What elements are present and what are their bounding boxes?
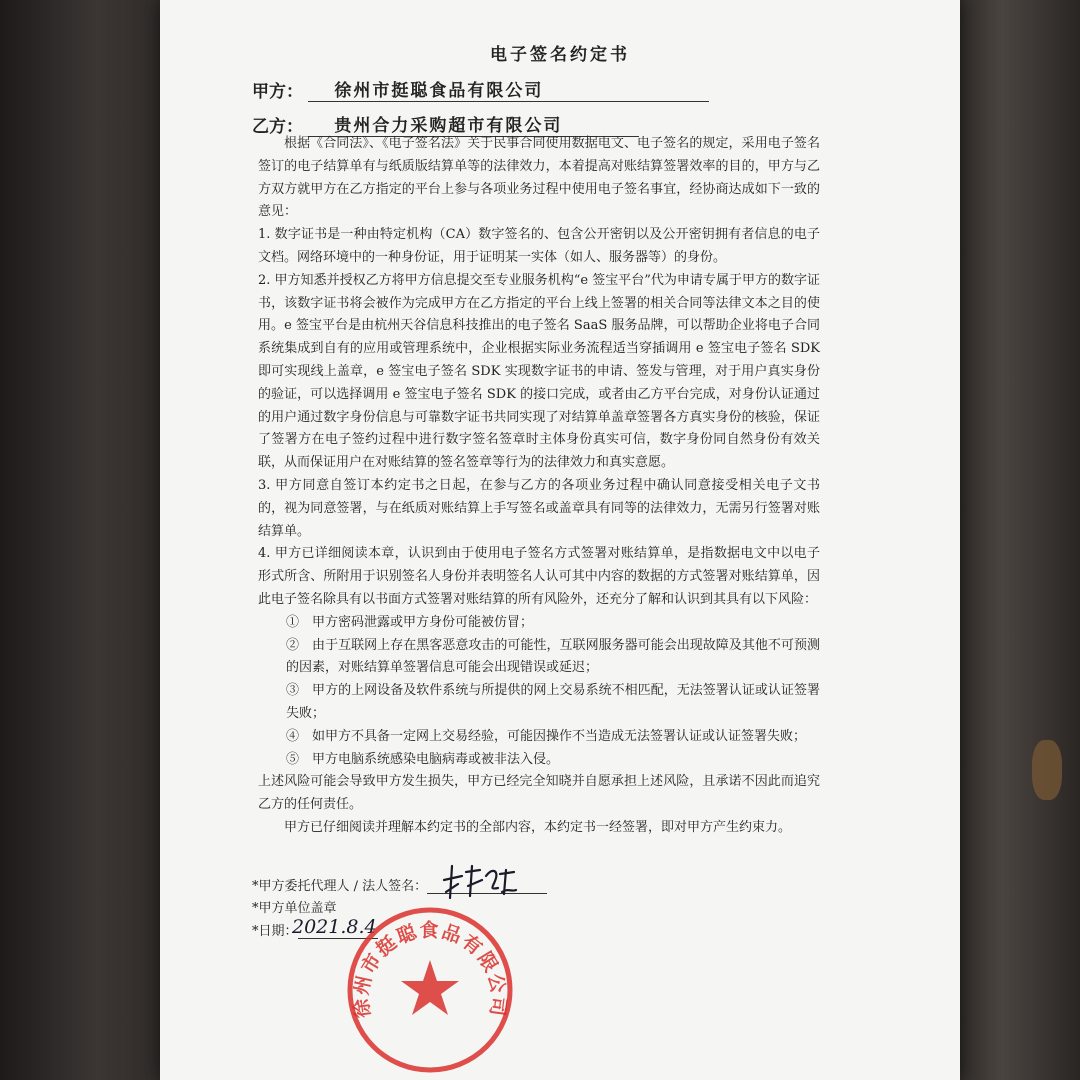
desk-background-left [0, 0, 175, 1080]
intro-paragraph: 根据《合同法》、《电子签名法》关于民事合同使用数据电文、电子签名的规定，采用电子签名签订的电子结算单有与纸质版结算单等的法律效力，本着提高对账结算签署效率的目的，甲方与乙方双方就甲方在乙方指定的平台上参与各项业务过程中使用电子签名事宜，经协商达成如下一致的意见： [258, 136, 820, 220]
company-seal-label: *甲方单位盖章 [252, 901, 337, 916]
handwritten-signature [440, 862, 520, 902]
company-seal [345, 905, 515, 1075]
desk-stain [1032, 740, 1062, 800]
seal-text: 徐州市挺聪食品有限公司 [350, 919, 510, 1020]
party-b-name: 贵州合力采购超市有限公司 [308, 111, 639, 137]
party-b-label: 乙方： [252, 117, 303, 137]
clause-2: 2. 甲方知悉并授权乙方将甲方信息提交至专业服务机构“e 签宝平台”代为申请专属于甲方的数字证书，该数字证书将会被作为完成甲方在乙方指定的平台上线上签署的相关合同等法律文本之目的使用。e 签宝平台是由杭州天谷信息科技推出的电子签名 SaaS 服务品牌，可以帮助企业将电子合同系统集成到自有的应用或管理系统中，企业根据实际业务流程适当穿插调用 e 签宝电子签名 SDK 即可实现线上盖章，e 签宝电子签名 SDK 实现数字证书的申请、签发与管理，对于用户真实身份的验证，可以选择调用 e 签宝电子签名 SDK 的接口完成，或者由乙方平台完成，对身份认证通过的用户通过数字身份信息与可靠数字证书共同实现了对结算单盖章签署各方真实身份的核验，保证了签署方在电子签约过程中进行数字签名签章时主体身份真实可信，数字身份同自然身份有效关联，从而保证用户在对账结算的签名签章等行为的法律效力和真实意愿。 [258, 272, 820, 471]
party-a [252, 76, 709, 102]
date-label: *日期： [252, 924, 298, 939]
document-page [160, 0, 960, 1080]
clause-4: 4. 甲方已详细阅读本章，认识到由于使用电子签名方式签署对账结算单，是指数据电文中以电子形式所含、所附用于识别签名人身份并表明签名人认可其中内容的数据的方式签署对账结算单，因此电子签名除具有以书面方式签署对账结算的所有风险外，还充分了解和认识到其具有以下风险： [258, 546, 820, 607]
desk-background-right [950, 0, 1080, 1080]
clause-1: 1. 数字证书是一种由特定机构（CA）数字签名的、包含公开密钥以及公开密钥拥有者信息的电子文档。网络环境中的一种身份证，用于证明某一实体（如人、服务器等）的身份。 [258, 227, 820, 265]
document-body [258, 133, 820, 840]
risk-item: ⑤ 甲方电脑系统感染电脑病毒或被非法入侵。 [286, 751, 560, 767]
agent-signature-label: *甲方委托代理人 / 法人签名： [252, 879, 428, 894]
risk-item: ② 由于互联网上存在黑客恶意攻击的可能性，互联网服务器可能会出现故障及其他不可预测的因素，对账结算单签署信息可能会出现错误或延迟； [286, 637, 820, 676]
document-title: 电子签名约定书 [490, 45, 630, 65]
risk-item: ① 甲方密码泄露或甲方身份可能被仿冒； [286, 614, 534, 630]
closing-paragraph: 甲方已仔细阅读并理解本约定书的全部内容，本约定书一经签署，即对甲方产生约束力。 [284, 819, 792, 835]
party-a-label: 甲方： [252, 82, 303, 102]
risk-note: 上述风险可能会导致甲方发生损失，甲方已经完全知晓并自愿承担上述风险，且承诺不因此而追究乙方的任何责任。 [258, 774, 820, 813]
seal-star-icon [401, 960, 459, 1015]
risk-item: ④ 如甲方不具备一定网上交易经验，可能因操作不当造成无法签署认证或认证签署失败； [286, 728, 807, 744]
party-a-name: 徐州市挺聪食品有限公司 [308, 76, 709, 102]
clause-3: 3. 甲方同意自签订本约定书之日起，在参与乙方的各项业务过程中确认同意接受相关电子文书的，视为同意签署，与在纸质对账结算上手写签名或盖章具有同等的法律效力，无需另行签署对账结算单。 [258, 477, 820, 539]
handwritten-date-text: 2021.8.4 [292, 916, 377, 938]
risk-item: ③ 甲方的上网设备及软件系统与所提供的网上交易系统不相匹配，无法签署认证或认证签署失败； [286, 683, 820, 721]
